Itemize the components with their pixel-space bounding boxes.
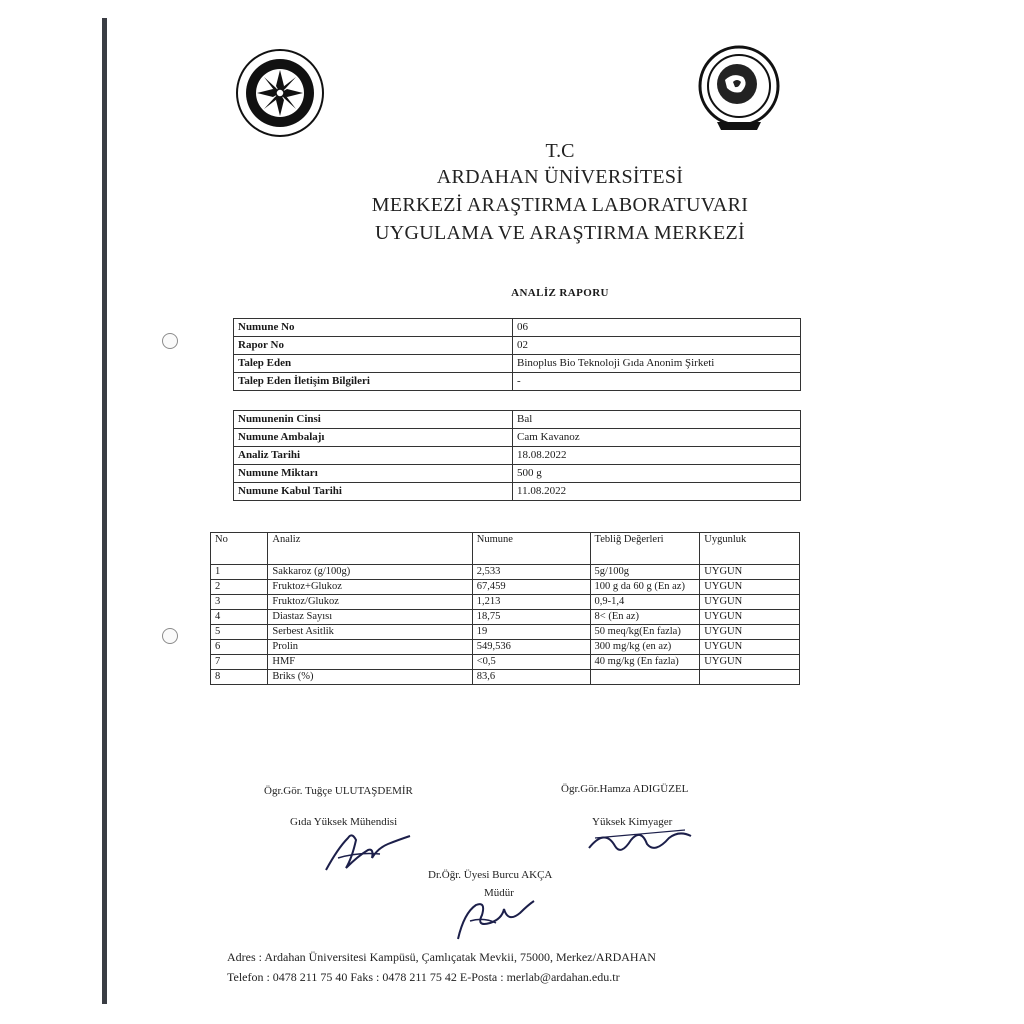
table-row <box>211 595 800 610</box>
cell-numune: 67,459 <box>472 580 590 595</box>
report-title: ANALİZ RAPORU <box>511 287 609 299</box>
cell-analiz: Diastaz Sayısı <box>268 610 472 625</box>
cell-analiz: Briks (%) <box>268 670 472 685</box>
left-signer-name: Ögr.Gör. Tuğçe ULUTAŞDEMİR <box>264 785 413 797</box>
cell-no: 1 <box>211 565 268 580</box>
table-row <box>234 465 801 483</box>
header-analiz: Analiz <box>268 533 472 565</box>
info-label: Analiz Tarihi <box>234 447 513 465</box>
info-value: Cam Kavanoz <box>513 429 801 447</box>
cell-no: 8 <box>211 670 268 685</box>
table-row <box>234 429 801 447</box>
cell-analiz: Serbest Asitlik <box>268 625 472 640</box>
cell-uygunluk: UYGUN <box>700 610 800 625</box>
cell-teblig: 8< (En az) <box>590 610 700 625</box>
info-value: - <box>513 373 801 391</box>
center-signature-mark <box>450 893 540 945</box>
table-row <box>211 670 800 685</box>
table-row <box>234 373 801 391</box>
info-label: Numune Ambalajı <box>234 429 513 447</box>
info-label: Talep Eden <box>234 355 513 373</box>
info-label: Rapor No <box>234 337 513 355</box>
table-row <box>211 580 800 595</box>
cell-teblig: 0,9-1,4 <box>590 595 700 610</box>
cell-numune: 18,75 <box>472 610 590 625</box>
info-label: Numune Kabul Tarihi <box>234 483 513 501</box>
info-label: Numune No <box>234 319 513 337</box>
info-value: Bal <box>513 411 801 429</box>
cell-teblig: 5g/100g <box>590 565 700 580</box>
cell-numune: 83,6 <box>472 670 590 685</box>
header-tc: T.C <box>545 140 575 162</box>
cell-analiz: Sakkaroz (g/100g) <box>268 565 472 580</box>
table-row <box>234 411 801 429</box>
table-row <box>234 447 801 465</box>
punch-hole-top <box>162 333 178 349</box>
cell-analiz: Fruktoz+Glukoz <box>268 580 472 595</box>
cell-teblig: 100 g da 60 g (En az) <box>590 580 700 595</box>
cell-no: 3 <box>211 595 268 610</box>
table-row <box>234 337 801 355</box>
header-university: ARDAHAN ÜNİVERSİTESİ <box>436 166 684 188</box>
info-value: 06 <box>513 319 801 337</box>
left-signer-title: Gıda Yüksek Mühendisi <box>290 816 398 828</box>
cell-uygunluk: UYGUN <box>700 565 800 580</box>
cell-teblig: 40 mg/kg (En fazla) <box>590 655 700 670</box>
info-label: Numune Miktarı <box>234 465 513 483</box>
table-row <box>211 640 800 655</box>
footer-address: Adres : Ardahan Üniversitesi Kampüsü, Çamlıçatak Mevkii, 75000, Merkez/ARDAHAN <box>227 950 656 964</box>
cell-no: 2 <box>211 580 268 595</box>
sample-details-table <box>233 410 801 501</box>
left-signature-mark <box>318 818 418 878</box>
center-signer-name: Dr.Öğr. Üyesi Burcu AKÇA <box>428 869 553 881</box>
info-value: 500 g <box>513 465 801 483</box>
cell-numune: <0,5 <box>472 655 590 670</box>
cell-uygunluk: UYGUN <box>700 640 800 655</box>
analysis-results-table <box>210 532 800 685</box>
table-row <box>211 625 800 640</box>
table-row <box>234 483 801 501</box>
footer-contact: Telefon : 0478 211 75 40 Faks : 0478 211 75 42 E-Posta : merlab@ardahan.edu.tr <box>227 970 620 984</box>
cell-teblig: 300 mg/kg (en az) <box>590 640 700 655</box>
cell-teblig: 50 meq/kg(En fazla) <box>590 625 700 640</box>
right-signer-title: Yüksek Kimyager <box>592 816 673 828</box>
header-center: UYGULAMA VE ARAŞTIRMA MERKEZİ <box>374 222 746 244</box>
info-label: Talep Eden İletişim Bilgileri <box>234 373 513 391</box>
cell-no: 4 <box>211 610 268 625</box>
table-header-row <box>211 533 800 565</box>
cell-analiz: Prolin <box>268 640 472 655</box>
table-row <box>234 355 801 373</box>
info-value: Binoplus Bio Teknoloji Gıda Anonim Şirketi <box>513 355 801 373</box>
info-value: 18.08.2022 <box>513 447 801 465</box>
header-uygunluk: Uygunluk <box>700 533 800 565</box>
center-signer-title: Müdür <box>484 887 514 899</box>
info-value: 02 <box>513 337 801 355</box>
sample-info-table <box>233 318 801 391</box>
info-value: 11.08.2022 <box>513 483 801 501</box>
binder-bar <box>102 18 107 1004</box>
cell-numune: 19 <box>472 625 590 640</box>
cell-no: 6 <box>211 640 268 655</box>
table-row <box>211 565 800 580</box>
cell-numune: 2,533 <box>472 565 590 580</box>
table-row <box>234 319 801 337</box>
cell-numune: 549,536 <box>472 640 590 655</box>
lab-emblem-logo <box>697 44 782 134</box>
cell-analiz: Fruktoz/Glukoz <box>268 595 472 610</box>
cell-no: 7 <box>211 655 268 670</box>
header-numune: Numune <box>472 533 590 565</box>
header-lab: MERKEZİ ARAŞTIRMA LABORATUVARI <box>371 194 749 216</box>
cell-teblig <box>590 670 700 685</box>
cell-uygunluk: UYGUN <box>700 625 800 640</box>
cell-numune: 1,213 <box>472 595 590 610</box>
cell-uygunluk: UYGUN <box>700 655 800 670</box>
cell-analiz: HMF <box>268 655 472 670</box>
cell-no: 5 <box>211 625 268 640</box>
table-row <box>211 655 800 670</box>
right-signature-mark <box>585 818 695 863</box>
header-no: No <box>211 533 268 565</box>
table-row <box>211 610 800 625</box>
cell-uygunluk: UYGUN <box>700 595 800 610</box>
punch-hole-bottom <box>162 628 178 644</box>
university-seal-logo <box>235 48 325 138</box>
cell-uygunluk <box>700 670 800 685</box>
info-label: Numunenin Cinsi <box>234 411 513 429</box>
right-signer-name: Ögr.Gör.Hamza ADIGÜZEL <box>561 783 689 795</box>
header-teblig: Tebliğ Değerleri <box>590 533 700 565</box>
cell-uygunluk: UYGUN <box>700 580 800 595</box>
